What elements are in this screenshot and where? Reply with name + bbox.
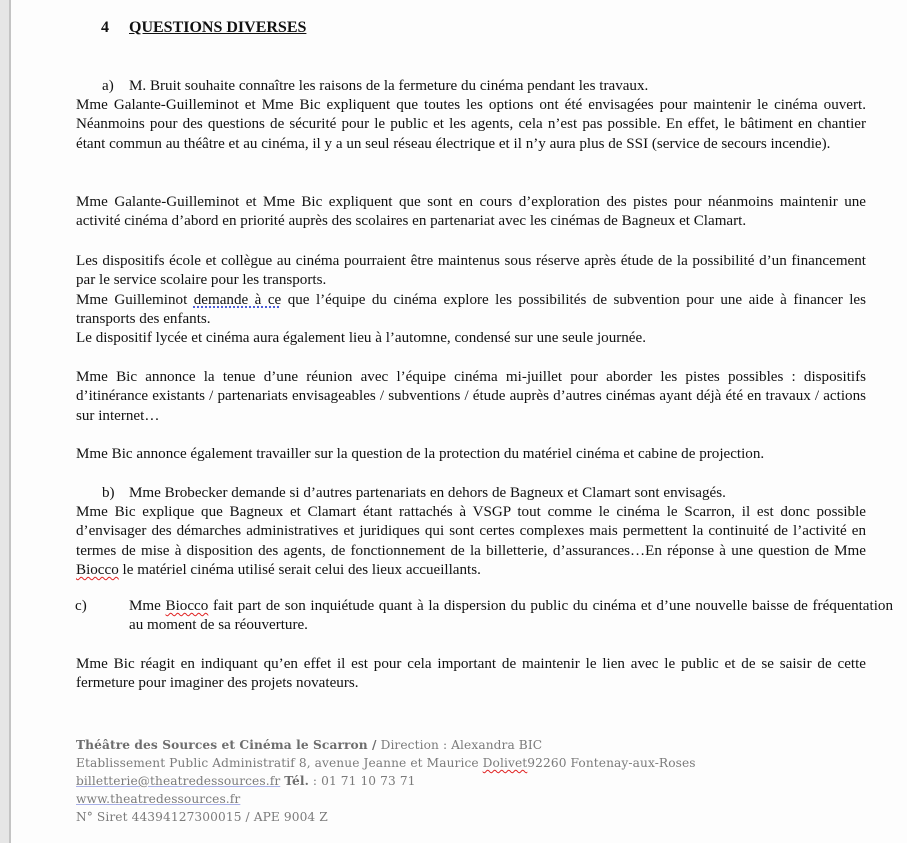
item-a-question-text: M. Bruit souhaite connaître les raisons de la fermeture du cinéma pendant les travaux. xyxy=(129,78,649,94)
spelling-flag[interactable]: Dolivet xyxy=(482,756,528,770)
footer-tel-label: Tél. xyxy=(284,774,309,788)
item-a-paragraph-3-line-2 xyxy=(76,291,866,330)
section-title: QUESTIONS DIVERSES xyxy=(129,19,307,36)
text-run: Mme Guilleminot xyxy=(76,291,194,308)
document-page[interactable] xyxy=(11,0,907,843)
footer-tel-value: : 01 71 10 73 71 xyxy=(308,774,416,788)
item-c-answer: Mme Bic réagit en indiquant qu’en effet il est pour cela important de maintenir le lien avec le public et de se saisir de cette fermeture pour imaginer des projets novateurs. xyxy=(76,656,866,692)
item-a-paragraph-1: Mme Galante-Guilleminot et Mme Bic expliquent que toutes les options ont été envisagées pour maintenir le cinéma ouvert. Néanmoins pour des questions de sécurité pour le public et les agents, cela n’est pas possible. En effet, le bâtiment en chantier étant commun au théâtre et au cinéma, il y a un seul réseau électrique et il n’y aura plus de SSI (service de secours incendie). xyxy=(76,97,866,152)
footer-line-contact xyxy=(76,772,696,790)
item-b-question xyxy=(76,484,866,503)
footer-website-link[interactable]: www.theatredessources.fr xyxy=(76,792,241,806)
item-a-paragraph-3-line-1: Les dispositifs école et collègue au cinéma pourraient être maintenus sous réserve après étude de la possibilité d’un financement par le service scolaire pour les transports. xyxy=(76,253,866,289)
item-c-question xyxy=(75,597,893,636)
item-a-paragraph-2: Mme Galante-Guilleminot et Mme Bic expliquent que sont en cours d’exploration des pistes pour néanmoins maintenir une activité cinéma d’abord en priorité auprès des scolaires en partenariat avec les cinémas de Bagneux et Clamart. xyxy=(76,194,866,230)
item-a-question xyxy=(76,77,866,96)
text-run: Mme xyxy=(129,598,166,614)
text-run: le matériel cinéma utilisé serait celui des lieux accueillants. xyxy=(118,561,481,578)
footer-line-website xyxy=(76,790,696,808)
footer-siret: N° Siret 44394127300015 / APE 9004 Z xyxy=(76,810,328,824)
grammar-flag[interactable]: demande à ce xyxy=(193,291,282,308)
item-b-label: b) xyxy=(102,485,115,501)
footer-line-address xyxy=(76,754,696,772)
spelling-flag[interactable]: Biocco xyxy=(165,598,209,614)
item-a-paragraph-4: Mme Bic annonce la tenue d’une réunion avec l’équipe cinéma mi-juillet pour aborder les pistes possibles : dispositifs d’itinérance existants / partenariats envisageables / subventions / étude auprès d’autres cinémas ayant déjà été en travaux / actions sur internet… xyxy=(76,369,866,424)
item-b-answer xyxy=(76,503,866,580)
section-heading xyxy=(101,19,306,37)
text-run: que l’équipe du cinéma explore les possibilités de subvention pour une aide à financer les transports des enfants. xyxy=(76,291,867,327)
text-run: Mme Bic explique que Bagneux et Clamart étant rattachés à VSGP tout comme le cinéma le Scarron, il est donc possible d’envisager des démarches administratives et juridiques qui sont certes complexes mais permettent la continuité de l’activité en termes de mise à disposition des agents, de fonctionnement de la billetterie, d’assurances…En réponse à une question de Mme xyxy=(76,504,866,559)
footer-line-org xyxy=(76,736,696,754)
window-gutter xyxy=(0,0,9,843)
text-run: fait part de son inquiétude quant à la dispersion du public du cinéma et d’une nouvelle baisse de fréquentation au moment de sa réouverture. xyxy=(129,598,893,634)
item-a-paragraph-5: Mme Bic annonce également travailler sur la question de la protection du matériel cinéma et cabine de projection. xyxy=(76,446,765,462)
text-run: Etablissement Public Administratif 8, avenue Jeanne et Maurice xyxy=(76,756,483,770)
footer-direction: Direction : Alexandra BIC xyxy=(376,738,543,752)
document-footer xyxy=(76,736,696,826)
item-b-question-text: Mme Brobecker demande si d’autres partenariats en dehors de Bagneux et Clamart sont envisagés. xyxy=(129,485,726,501)
footer-org-name: Théâtre des Sources et Cinéma le Scarron / xyxy=(76,738,377,752)
spelling-flag[interactable]: Biocco xyxy=(76,561,119,578)
item-c-label: c) xyxy=(75,598,87,614)
text-run: 92260 Fontenay-aux-Roses xyxy=(527,756,696,770)
item-a-label: a) xyxy=(102,78,114,94)
item-a-paragraph-3 xyxy=(76,252,866,348)
section-number: 4 xyxy=(101,19,109,36)
item-a-paragraph-3-line-3: Le dispositif lycée et cinéma aura également lieu à l’automne, condensé sur une seule journée. xyxy=(76,330,646,347)
footer-email-link[interactable]: billetterie@theatredessources.fr xyxy=(76,774,281,788)
